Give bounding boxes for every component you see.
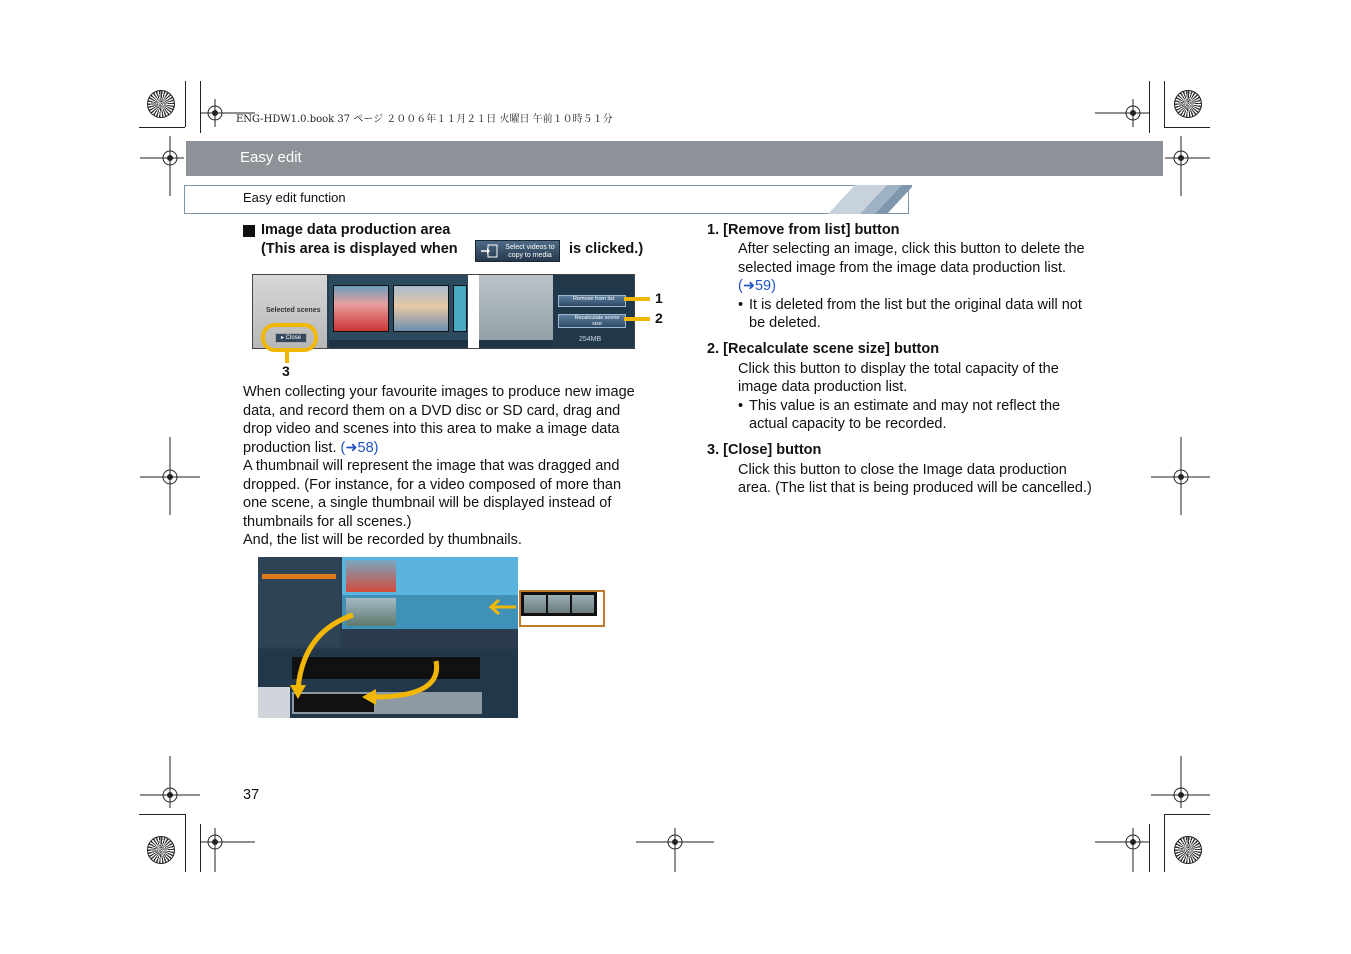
callout-line [624, 317, 650, 321]
text-line: data, and record them on a DVD disc or SD card, drag and [243, 402, 621, 419]
scene-thumbnail [333, 285, 389, 332]
print-header: ENG-HDW1.0.book 37 ページ ２００６年１１月２１日 火曜日 午前１０時５１分 [236, 114, 613, 125]
text-line: image data production list. [738, 379, 908, 395]
callout-ring [261, 323, 318, 352]
crosshair-icon [636, 828, 714, 872]
drag-and-drop-screenshot [258, 557, 518, 718]
section-heading: Image data production area [261, 222, 451, 238]
section-subheading-start: (This area is displayed when [261, 241, 458, 257]
text-line: selected image from the image data production list. [738, 259, 1067, 276]
scene-thumbnail [572, 595, 594, 613]
recalculate-description [707, 360, 1117, 434]
text-fragment: production list. [243, 439, 337, 456]
paragraph-1 [243, 383, 663, 550]
crosshair-icon [140, 437, 200, 515]
close-description [707, 461, 1117, 498]
crosshair-icon [140, 136, 184, 196]
crosshair-icon [1151, 756, 1210, 808]
crosshair-icon [201, 99, 255, 127]
close-button-image: ▸ Close [275, 333, 307, 343]
text-line: drop video and scenes into this area to make a image data [243, 421, 620, 437]
recalculate-label: Recalculate scene size [574, 315, 620, 327]
text-line: Click this button to display the total capacity of the [738, 360, 1059, 377]
section-banner [186, 141, 1163, 176]
crosshair-icon [1095, 99, 1149, 127]
left-arrow-icon [488, 598, 518, 616]
text-line: one scene, a single thumbnail will be displayed instead of [243, 495, 612, 511]
scene-thumbnail [548, 595, 570, 613]
remove-from-list-description [707, 240, 1117, 333]
remove-from-list-heading: 1. [Remove from list] button [707, 222, 900, 238]
select-videos-label: Select videos to copy to media [505, 244, 555, 259]
decorative-stripes [780, 185, 912, 214]
bullet-icon: • [738, 397, 744, 414]
recalculate-heading: 2. [Recalculate scene size] button [707, 340, 940, 357]
callout-line [624, 297, 650, 301]
crosshair-icon [201, 828, 255, 872]
bullet-item [738, 397, 1117, 434]
crosshair-icon [1095, 828, 1149, 872]
scene-thumbnail [524, 595, 546, 613]
button-descriptions [707, 222, 1117, 498]
text-line: area. (The list that is being produced will be cancelled.) [738, 480, 1092, 496]
text-line: This value is an estimate and may not reflect the [749, 397, 1061, 414]
close-label: Close [285, 335, 302, 341]
text-line: A thumbnail will represent the image that was dragged and [243, 458, 620, 474]
popup-thumbnails [521, 592, 597, 616]
page-number: 37 [243, 787, 260, 803]
drag-arrows [258, 557, 518, 718]
text-line: Click this button to close the Image data production [738, 461, 1067, 478]
scrollbar [479, 340, 553, 348]
text-line: be deleted. [749, 315, 821, 331]
subsection-title: Easy edit function [243, 190, 346, 205]
select-videos-button-image [475, 240, 560, 262]
callout-number: 3 [282, 363, 290, 379]
copy-to-media-icon [480, 244, 498, 258]
callout-number: 2 [655, 310, 663, 326]
text-line: It is deleted from the list but the original data will not [749, 296, 1082, 313]
crosshair-icon [140, 756, 200, 808]
scene-thumbnail [393, 285, 449, 332]
page-reference-link[interactable]: (➜59) [738, 278, 776, 294]
callout-number: 1 [655, 290, 663, 306]
selected-scenes-label: Selected scenes [266, 307, 321, 314]
section-subheading-end: is clicked.) [569, 241, 644, 257]
scene-size-value: 254MB [579, 336, 602, 343]
page-reference-link[interactable]: (➜58) [340, 439, 379, 456]
bullet-item [738, 296, 1117, 333]
panel-gap [468, 275, 479, 349]
empty-drop-area [479, 275, 553, 349]
bullet-icon: • [738, 296, 744, 313]
section-title: Easy edit [240, 149, 302, 166]
crosshair-icon [1165, 136, 1210, 196]
scene-thumbnail [453, 285, 467, 332]
scrollbar [329, 340, 468, 348]
text-line: thumbnails for all scenes.) [243, 513, 412, 530]
close-heading: 3. [Close] button [707, 441, 822, 458]
text-line: When collecting your favourite images to produce new image [243, 384, 635, 400]
callout-line [285, 351, 289, 363]
text-line: After selecting an image, click this button to delete the [738, 241, 1085, 257]
text-line: dropped. (For instance, for a video composed of more than [243, 476, 622, 493]
text-line: And, the list will be recorded by thumbnails. [243, 532, 522, 548]
text-line: actual capacity to be recorded. [749, 416, 947, 432]
square-bullet-icon [243, 225, 255, 237]
text-line [243, 439, 663, 458]
remove-from-list-label: Remove from list [573, 296, 615, 302]
crosshair-icon [1151, 437, 1210, 515]
dragged-scenes-popup [519, 590, 605, 627]
recalculate-button-image [558, 314, 626, 328]
remove-from-list-button-image [558, 295, 626, 307]
